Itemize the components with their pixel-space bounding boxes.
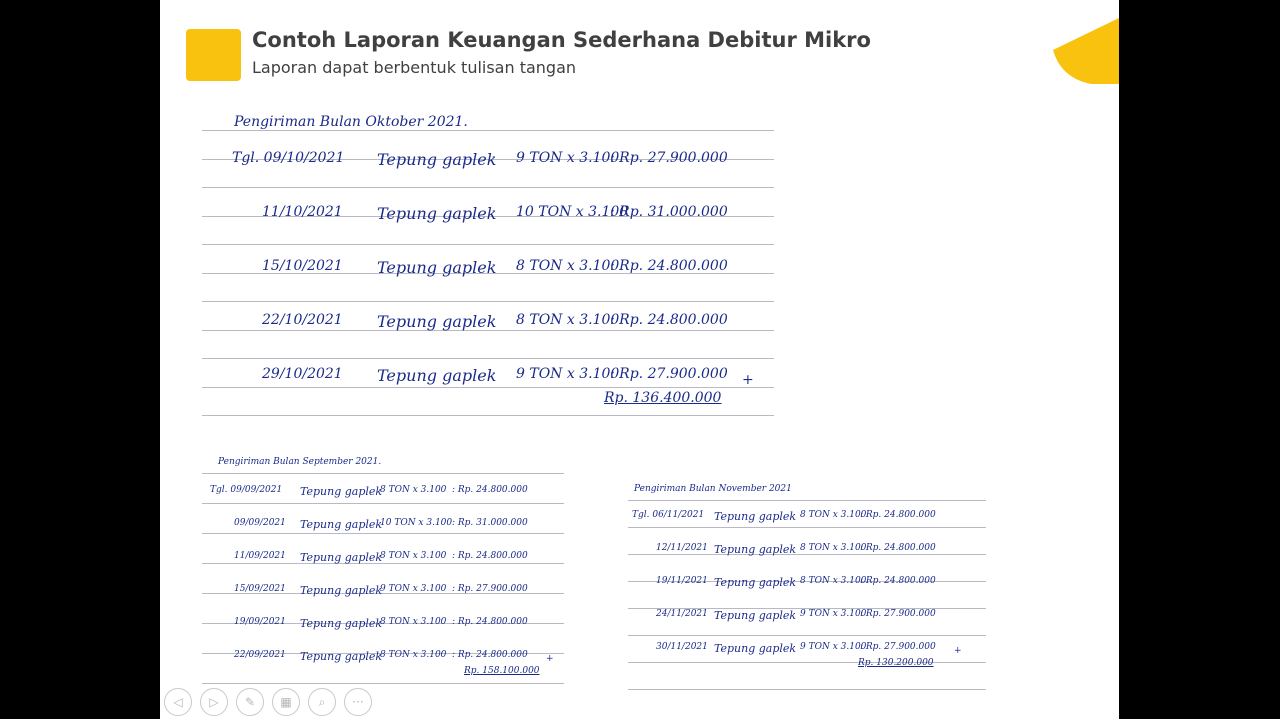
row-item: Tepung gaplek (300, 650, 383, 663)
row-item: Tepung gaplek (377, 312, 497, 331)
row-qty: 9 TON x 3.100 (800, 642, 867, 652)
row-qty: 8 TON x 3.100 (800, 510, 867, 520)
ruled-line (202, 187, 774, 188)
ruled-line (202, 473, 564, 474)
row-date: Tgl. 06/11/2021 (632, 510, 705, 520)
sum-plus: + (546, 653, 554, 664)
row-date: 11/09/2021 (234, 551, 286, 561)
slide-title: Contoh Laporan Keuangan Sederhana Debitur Mikro (252, 28, 871, 52)
note-november (628, 482, 986, 697)
ruled-line (628, 554, 986, 555)
row-amount: : Rp. 27.900.000 (860, 609, 936, 619)
row-qty: 10 TON x 3.100 (516, 204, 629, 220)
row-amount: : Rp. 27.900.000 (860, 642, 936, 652)
note-total: Rp. 158.100.000 (464, 666, 540, 676)
slideshow-nav (164, 688, 372, 716)
row-amount: : Rp. 31.000.000 (452, 518, 528, 528)
row-amount: : Rp. 24.800.000 (860, 510, 936, 520)
ruled-line (202, 301, 774, 302)
row-date: 15/09/2021 (234, 584, 286, 594)
slides-icon[interactable]: ▦ (272, 688, 300, 716)
row-date: 12/11/2021 (656, 543, 708, 553)
row-qty: 8 TON x 3.100 (516, 312, 620, 328)
row-item: Tepung gaplek (377, 258, 497, 277)
row-qty: 9 TON x 3.100 (516, 150, 620, 166)
prev-icon[interactable]: ◁ (164, 688, 192, 716)
row-qty: 8 TON x 3.100 (380, 551, 447, 561)
row-amount: : Rp. 24.800.000 (452, 650, 528, 660)
sum-plus: + (742, 371, 754, 388)
slide (160, 0, 1119, 719)
pen-icon[interactable]: ✎ (236, 688, 264, 716)
row-date: 30/11/2021 (656, 642, 708, 652)
row-date: 15/10/2021 (262, 258, 343, 274)
row-qty: 8 TON x 3.100 (380, 617, 447, 627)
row-amount: : Rp. 27.900.000 (610, 366, 728, 382)
slide-subtitle: Laporan dapat berbentuk tulisan tangan (252, 58, 577, 77)
row-date: 11/10/2021 (262, 204, 343, 220)
row-date: 22/09/2021 (234, 650, 286, 660)
corner-accent-shape (1051, 18, 1119, 86)
note-heading: Pengiriman Bulan September 2021. (218, 457, 382, 467)
row-date: 29/10/2021 (262, 366, 343, 382)
ruled-line (202, 244, 774, 245)
row-date: 22/10/2021 (262, 312, 343, 328)
row-qty: 9 TON x 3.100 (800, 609, 867, 619)
row-amount: : Rp. 24.800.000 (860, 576, 936, 586)
row-date: 24/11/2021 (656, 609, 708, 619)
row-amount: : Rp. 24.800.000 (610, 312, 728, 328)
row-amount: : Rp. 27.900.000 (610, 150, 728, 166)
note-oktober (202, 110, 774, 440)
accent-square (186, 29, 241, 81)
row-amount: : Rp. 24.800.000 (452, 617, 528, 627)
row-item: Tepung gaplek (300, 551, 383, 564)
note-total: Rp. 136.400.000 (604, 390, 722, 406)
row-item: Tepung gaplek (377, 366, 497, 385)
ruled-line (202, 415, 774, 416)
ruled-line (628, 527, 986, 528)
row-qty: 9 TON x 3.100 (380, 584, 447, 594)
row-item: Tepung gaplek (714, 543, 797, 556)
row-amount: : Rp. 31.000.000 (610, 204, 728, 220)
row-item: Tepung gaplek (300, 485, 383, 498)
ruled-line (202, 563, 564, 564)
row-item: Tepung gaplek (300, 584, 383, 597)
row-date: 19/11/2021 (656, 576, 708, 586)
row-amount: : Rp. 24.800.000 (452, 485, 528, 495)
note-september (202, 455, 564, 690)
row-qty: 8 TON x 3.100 (800, 543, 867, 553)
row-qty: 8 TON x 3.100 (800, 576, 867, 586)
row-amount: : Rp. 24.800.000 (610, 258, 728, 274)
note-total: Rp. 130.200.000 (858, 658, 934, 668)
ruled-line (202, 387, 774, 388)
next-icon[interactable]: ▷ (200, 688, 228, 716)
row-date: Tgl. 09/10/2021 (232, 150, 345, 166)
more-icon[interactable]: ··· (344, 688, 372, 716)
ruled-line (628, 635, 986, 636)
ruled-line (628, 689, 986, 690)
row-amount: : Rp. 24.800.000 (860, 543, 936, 553)
row-qty: 9 TON x 3.100 (516, 366, 620, 382)
ruled-line (202, 683, 564, 684)
row-item: Tepung gaplek (300, 518, 383, 531)
row-qty: 10 TON x 3.100 (380, 518, 453, 528)
row-date: 19/09/2021 (234, 617, 286, 627)
row-qty: 8 TON x 3.100 (516, 258, 620, 274)
row-date: 09/09/2021 (234, 518, 286, 528)
zoom-icon[interactable]: ⌕ (308, 688, 336, 716)
note-heading: Pengiriman Bulan Oktober 2021. (234, 114, 468, 130)
sum-plus: + (954, 645, 962, 656)
ruled-line (202, 130, 774, 131)
row-item: Tepung gaplek (377, 150, 497, 169)
row-date: Tgl. 09/09/2021 (210, 485, 283, 495)
row-item: Tepung gaplek (377, 204, 497, 223)
row-qty: 8 TON x 3.100 (380, 485, 447, 495)
row-item: Tepung gaplek (714, 576, 797, 589)
ruled-line (202, 533, 564, 534)
row-item: Tepung gaplek (714, 609, 797, 622)
ruled-line (202, 503, 564, 504)
ruled-line (202, 358, 774, 359)
row-item: Tepung gaplek (714, 510, 797, 523)
row-qty: 8 TON x 3.100 (380, 650, 447, 660)
note-heading: Pengiriman Bulan November 2021 (634, 484, 792, 494)
row-item: Tepung gaplek (300, 617, 383, 630)
ruled-line (628, 500, 986, 501)
row-amount: : Rp. 27.900.000 (452, 584, 528, 594)
row-item: Tepung gaplek (714, 642, 797, 655)
row-amount: : Rp. 24.800.000 (452, 551, 528, 561)
